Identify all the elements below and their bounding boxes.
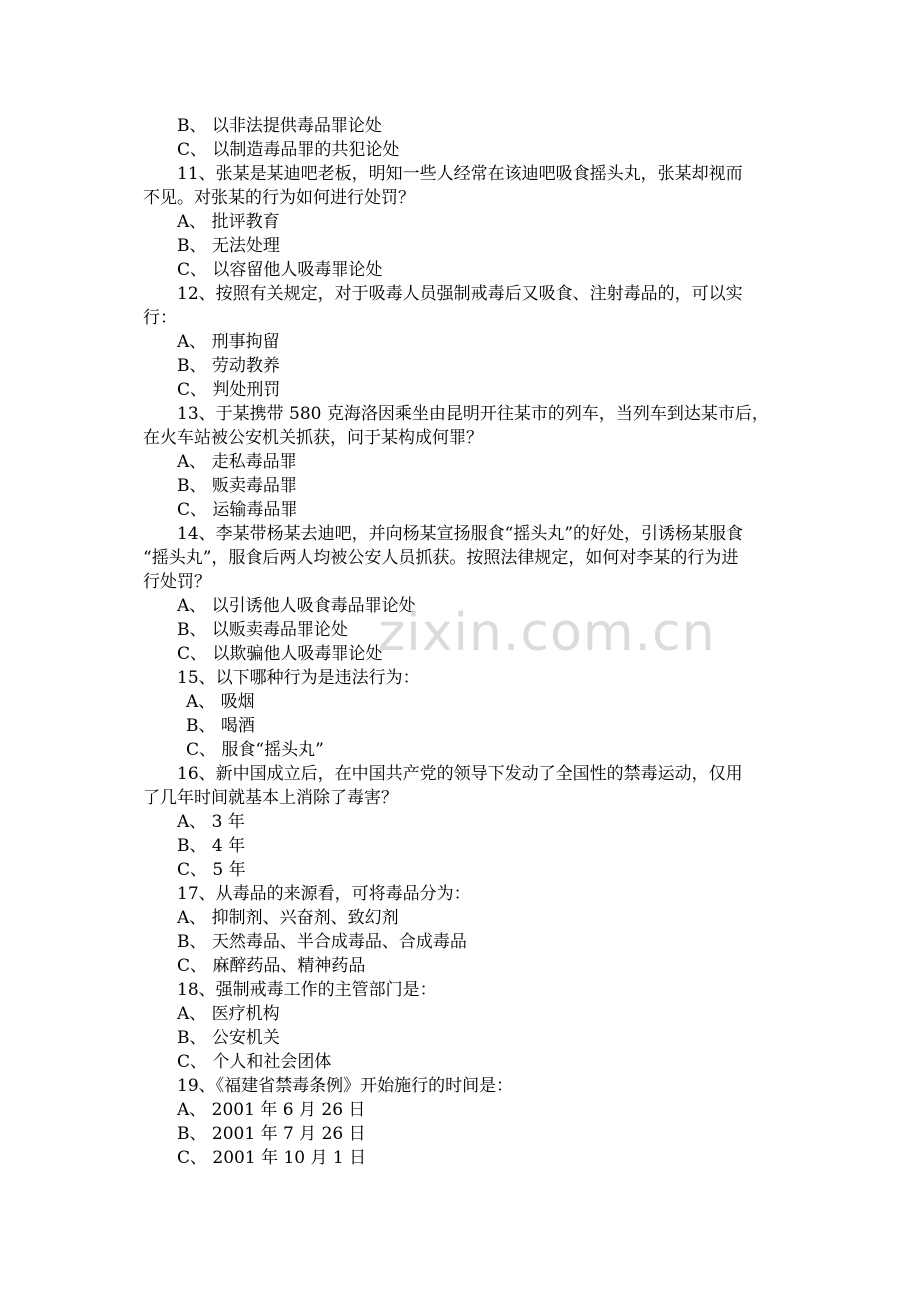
question-line: 16、新中国成立后，在中国共产党的领导下发动了全国性的禁毒运动，仅用 (177, 764, 743, 784)
option-line: A、 抑制剂、兴奋剂、致幻剂 (177, 908, 399, 928)
option-line: B、 喝酒 (186, 716, 255, 736)
question-continuation: 不见。对张某的行为如何进行处罚？ (143, 188, 415, 208)
question-line: 12、按照有关规定，对于吸毒人员强制戒毒后又吸食、注射毒品的，可以实 (177, 284, 743, 304)
option-line: C、 以容留他人吸毒罪论处 (177, 260, 383, 280)
question-line: 17、从毒品的来源看，可将毒品分为： (177, 884, 471, 904)
option-line: A、 医疗机构 (177, 1004, 280, 1024)
option-line: A、 批评教育 (177, 212, 280, 232)
option-line: B、 公安机关 (177, 1028, 280, 1048)
question-line: 13、于某携带 580 克海洛因乘坐由昆明开往某市的列车，当列车到达某市后， (177, 404, 769, 424)
option-line: B、 劳动教养 (177, 356, 280, 376)
question-line: 11、张某是某迪吧老板，明知一些人经常在该迪吧吸食摇头丸，张某却视而 (177, 164, 743, 184)
question-line: 14、李某带杨某去迪吧，并向杨某宣扬服食“摇头丸”的好处，引诱杨某服食 (177, 524, 744, 544)
question-continuation: 行处罚？ (143, 572, 211, 592)
option-line: C、 判处刑罚 (177, 380, 281, 400)
question-line: 18、强制戒毒工作的主管部门是： (177, 980, 437, 1000)
option-line: B、 以贩卖毒品罪论处 (177, 620, 348, 640)
option-line: C、 以欺骗他人吸毒罪论处 (177, 644, 383, 664)
option-line: C、 麻醉药品、精神药品 (177, 956, 366, 976)
question-line: 15、以下哪种行为是违法行为： (177, 668, 420, 688)
option-line: A、 吸烟 (186, 692, 255, 712)
watermark: zixin.com.cn (378, 603, 716, 663)
option-line: C、 以制造毒品罪的共犯论处 (177, 140, 400, 160)
option-line: B、 以非法提供毒品罪论处 (177, 116, 382, 136)
option-line: B、 4 年 (177, 836, 246, 856)
option-line: A、 3 年 (177, 812, 245, 832)
option-line: B、 贩卖毒品罪 (177, 476, 297, 496)
option-line: A、 以引诱他人吸食毒品罪论处 (177, 596, 416, 616)
question-continuation: 了几年时间就基本上消除了毒害？ (143, 788, 398, 808)
option-line: C、 运输毒品罪 (177, 500, 298, 520)
option-line: C、 2001 年 10 月 1 日 (177, 1148, 367, 1168)
option-line: A、 2001 年 6 月 26 日 (177, 1100, 366, 1120)
option-line: A、 刑事拘留 (177, 332, 280, 352)
option-line: C、 个人和社会团体 (177, 1052, 332, 1072)
option-line: C、 服食“摇头丸” (186, 740, 324, 760)
option-line: B、 天然毒品、半合成毒品、合成毒品 (177, 932, 467, 952)
option-line: B、 无法处理 (177, 236, 280, 256)
option-line: C、 5 年 (177, 860, 246, 880)
option-line: A、 走私毒品罪 (177, 452, 297, 472)
question-line: 19、《福建省禁毒条例》开始施行的时间是： (177, 1076, 514, 1096)
option-line: B、 2001 年 7 月 26 日 (177, 1124, 366, 1144)
question-continuation: “摇头丸”，服食后两人均被公安人员抓获。按照法律规定，如何对李某的行为进 (143, 548, 739, 568)
question-continuation: 在火车站被公安机关抓获，问于某构成何罪？ (143, 428, 483, 448)
question-continuation: 行： (143, 308, 177, 328)
